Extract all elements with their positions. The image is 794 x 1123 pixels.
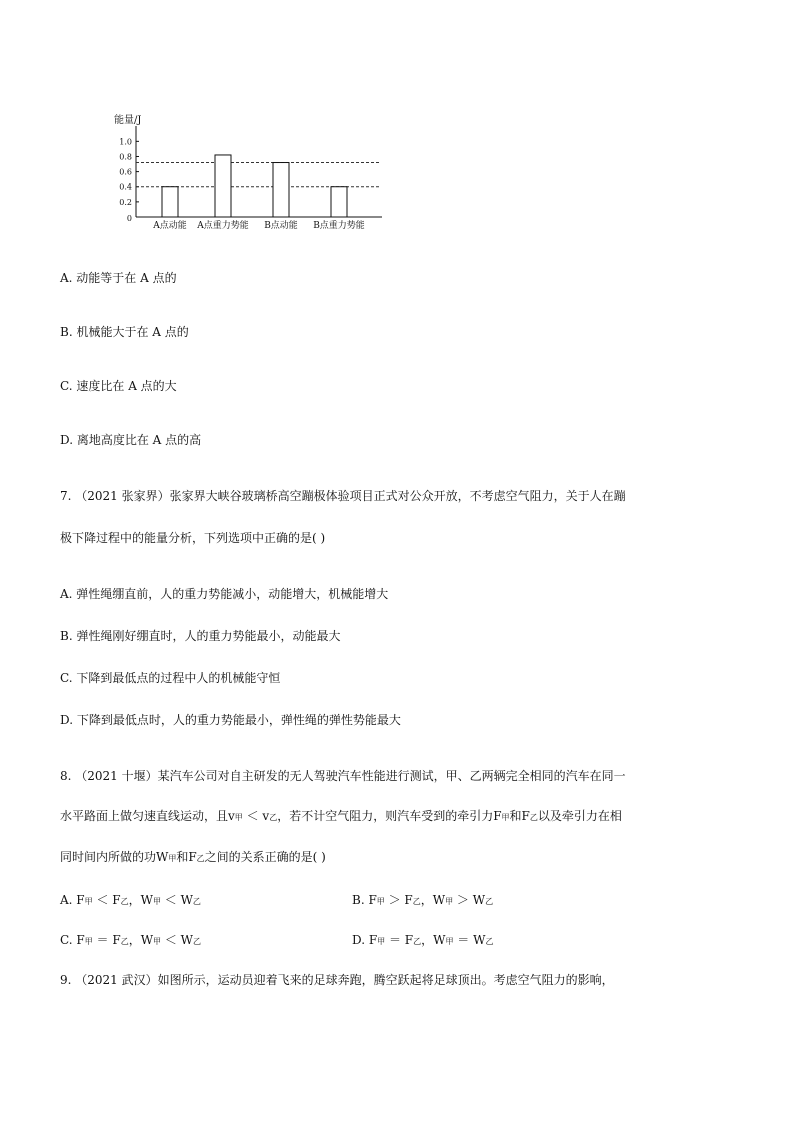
- q8-stem-line1: 8. （2021 十堰）某汽车公司对自主研发的无人驾驶汽车性能进行测试，甲、乙两辆完全相同的汽车在同一: [60, 769, 626, 783]
- category-label: A点重力势能: [197, 221, 249, 231]
- q7-stem-line1: 7. （2021 张家界）张家界大峡谷玻璃桥高空蹦极体验项目正式对公众开放，不考虑空气阻力，关于人在蹦: [60, 489, 626, 503]
- q8-option-c: C. F甲 ＝ F乙，W甲 ＜ W乙: [60, 933, 202, 947]
- category-label: B点动能: [264, 221, 298, 231]
- y-tick-label: 0: [126, 214, 132, 223]
- bar: [215, 155, 231, 217]
- y-tick-label: 0.6: [119, 167, 132, 177]
- y-tick-label: 0.4: [119, 182, 132, 192]
- q6-option-d: D. 离地高度比在 A 点的高: [60, 433, 202, 447]
- q6-option-b: B. 机械能大于在 A 点的: [60, 325, 189, 339]
- category-label: B点重力势能: [313, 221, 365, 231]
- q7-option-c: C. 下降到最低点的过程中人的机械能守恒: [60, 671, 281, 685]
- y-tick-label: 0.2: [119, 197, 132, 207]
- bar: [162, 187, 178, 217]
- bar: [331, 187, 347, 217]
- q8-stem-line2: 水平路面上做匀速直线运动，且v甲 ＜ v乙，若不计空气阻力，则汽车受到的牵引力F甲和F乙以及牵引力在相: [60, 809, 622, 823]
- bar: [273, 163, 289, 217]
- chart-svg: [110, 108, 390, 236]
- q6-option-c: C. 速度比在 A 点的大: [60, 379, 177, 393]
- q8-option-b: B. F甲 ＞ F乙，W甲 ＞ W乙: [352, 893, 494, 907]
- y-tick-label: 0.8: [119, 152, 132, 162]
- q7-option-b: B. 弹性绳刚好绷直时，人的重力势能最小，动能最大: [60, 629, 341, 643]
- q7-stem-line2: 极下降过程中的能量分析，下列选项中正确的是( ): [60, 531, 326, 545]
- y-axis-label: 能量/J: [114, 115, 142, 126]
- q8-option-d: D. F甲 ＝ F乙，W甲 ＝ W乙: [352, 933, 494, 947]
- q7-option-a: A. 弹性绳绷直前，人的重力势能减小，动能增大，机械能增大: [60, 587, 389, 601]
- q8-option-a: A. F甲 ＜ F乙，W甲 ＜ W乙: [60, 893, 201, 907]
- y-tick-label: 1.0: [119, 137, 132, 147]
- q8-stem-line3: 同时间内所做的功W甲和F乙之间的关系正确的是( ): [60, 850, 326, 864]
- energy-bar-chart: [110, 108, 390, 236]
- category-label: A点动能: [153, 221, 187, 231]
- q7-option-d: D. 下降到最低点时，人的重力势能最小，弹性绳的弹性势能最大: [60, 713, 401, 727]
- q6-option-a: A. 动能等于在 A 点的: [60, 271, 177, 285]
- q9-stem-line1: 9. （2021 武汉）如图所示，运动员迎着飞来的足球奔跑，腾空跃起将足球顶出。考虑空气阻力的影响，: [60, 973, 614, 987]
